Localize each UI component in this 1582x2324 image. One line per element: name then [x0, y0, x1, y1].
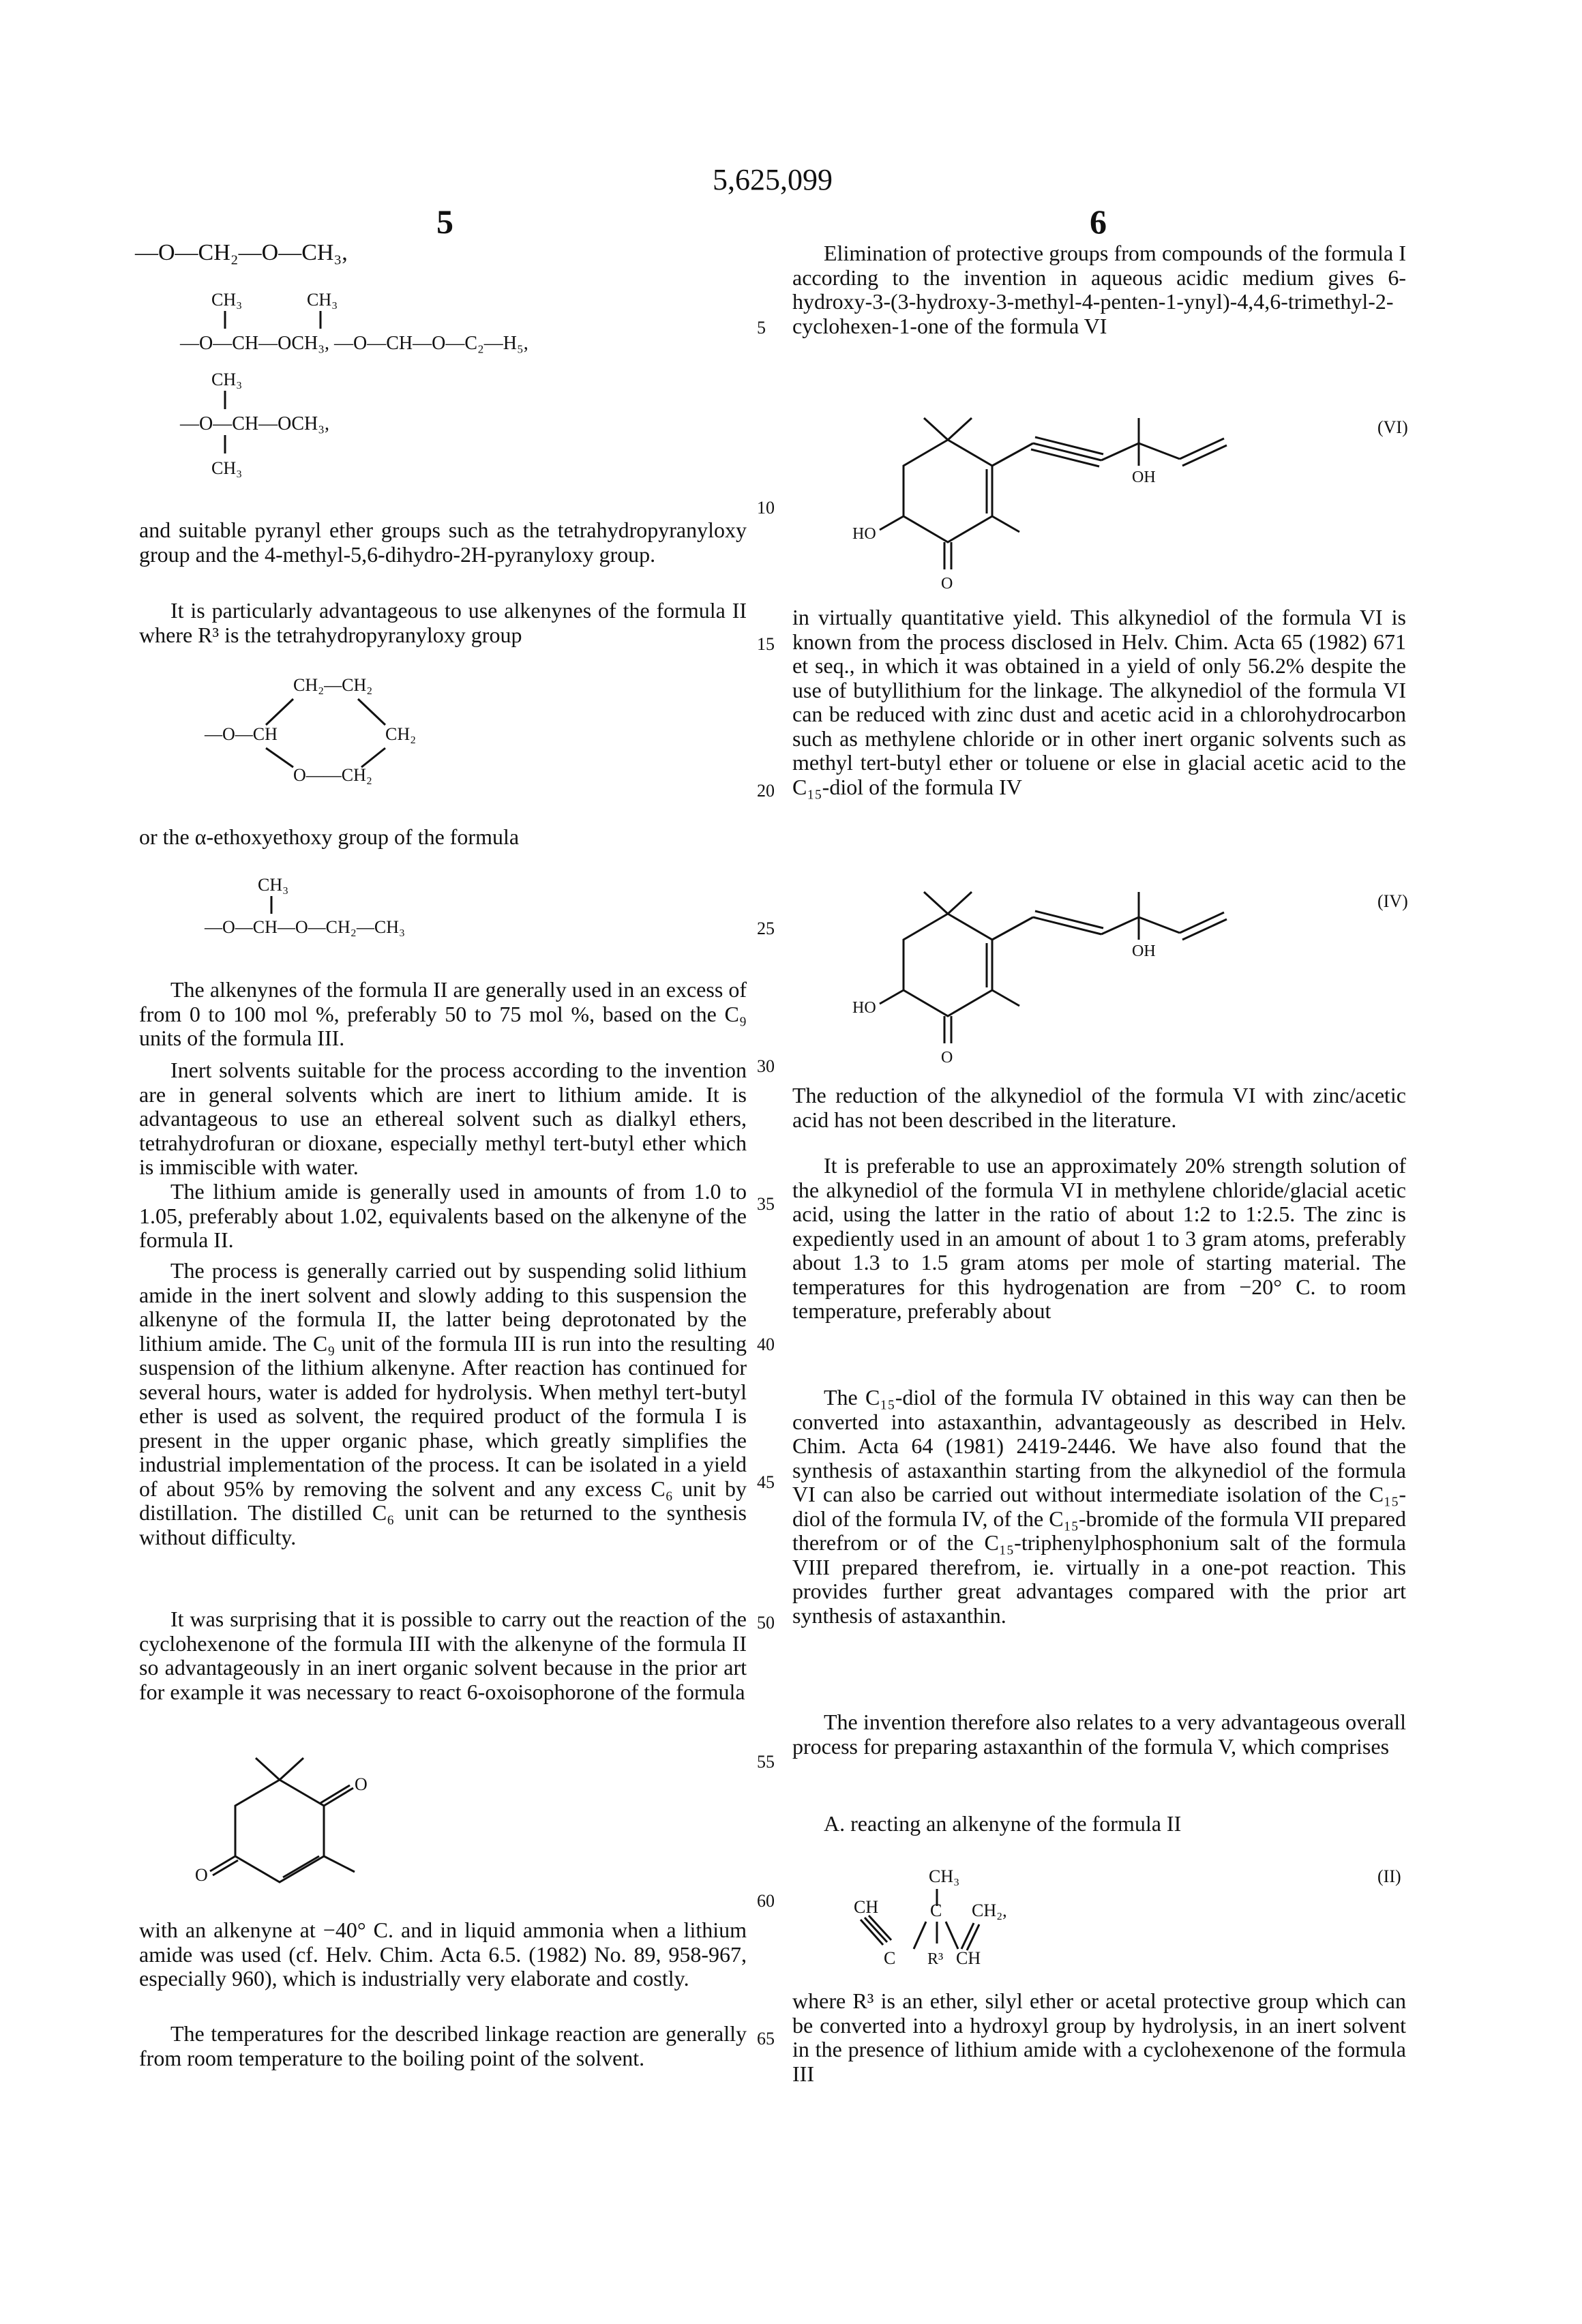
line-number: 10 — [757, 498, 775, 518]
ch3-label: CH₃ — [929, 1866, 959, 1886]
structure-6-oxoisophorone — [191, 1746, 395, 1903]
ch3-label: CH₃ — [307, 290, 338, 310]
formula-methoxymethoxy: —O—CH₂—O—CH₃, — [135, 240, 348, 266]
paragraph: where R³ is an ether, silyl ether or acetal protective group which can be converted into a hydroxyl group by hydrolysis, in an inert solvent in the presence of lithium amide with a cyclohexenone of the formula III — [792, 1989, 1406, 2086]
paragraph: It was surprising that it is possible to carry out the reaction of the cyclohexenone of the formula III with the alkenyne of the formula II so advantageously in an inert organic solvent because in the prior art for example it was necessary to react 6-oxoisophorone of the formula — [139, 1607, 747, 1704]
paragraph: The alkenynes of the formula II are generally used in an excess of from 0 to 100 mol %, preferably 50 to 75 mol %, based on the C₉ units of the formula III. — [139, 978, 747, 1051]
formula-label: (VI) — [1377, 417, 1408, 437]
paragraph: with an alkenyne at −40° C. and in liquid ammonia when a lithium amide was used (cf. Helv. Chim. Acta 6.5. (1982) No. 89, 958-967, especially 960), which is industrially very elaborate and costly. — [139, 1918, 747, 1991]
paragraph: The invention therefore also relates to a very advantageous overall process for preparing astaxanthin of the formula V, which comprises — [792, 1710, 1406, 1759]
formula-label: (II) — [1377, 1866, 1401, 1886]
ch3-label: CH₃ — [211, 290, 242, 310]
r3-label: R³ — [927, 1950, 943, 1968]
ch-label: CH — [854, 1897, 878, 1917]
paragraph: The C₁₅-diol of the formula IV obtained in this way can then be converted into astaxanthin, advantageously as described in Helv. Chim. Acta 64 (1981) 2419-2446. We have also found that the synthesis of astaxanthin starting from the alkynediol of the formula VI can also be carried out without intermediate isolation of the C₁₅-diol of the formula IV, of the C₁₅-bromide of the formula VII prepared therefrom or of the C₁₅-triphenylphosphonium salt of the formula VIII prepared therefrom, ie. virtually in a one-pot reaction. This provides further great advantages compared with the prior art synthesis of astaxanthin. — [792, 1386, 1406, 1628]
ch3-label: CH₃ — [211, 370, 242, 389]
structure-formula-vi — [846, 406, 1418, 597]
thp-top: CH₂—CH₂ — [293, 675, 372, 695]
paragraph: or the α-ethoxyethoxy group of the formula — [139, 825, 747, 850]
formula-tetrahydropyranyloxy — [191, 672, 532, 788]
hydroxyl-label: HO — [852, 525, 876, 543]
oxygen-label: O — [941, 575, 953, 593]
paragraph: A. reacting an alkenyne of the formula II — [792, 1812, 1406, 1836]
ch3-label: CH₃ — [258, 875, 288, 895]
c-label: C — [930, 1901, 942, 1920]
c-label: C — [884, 1948, 895, 1968]
paragraph: The reduction of the alkynediol of the formula VI with zinc/acetic acid has not been described in the literature. — [792, 1084, 1406, 1132]
line-number: 50 — [757, 1613, 775, 1633]
formula-ethoxyethoxy — [191, 873, 532, 941]
patent-number: 5,625,099 — [713, 162, 833, 197]
column-number-left: 5 — [436, 202, 453, 241]
paragraph: The process is generally carried out by suspending solid lithium amide in the inert solvent and slowly adding to this suspension the alkenyne of the formula II, the latter being deprotonated by the lithium amide. The C₉ unit of the formula III is run into the resulting suspension of the lithium alkenyne. After reaction has continued for several hours, water is added for hydrolysis. When methyl tert-butyl ether is used as solvent, the required product of the formula I is present in the upper organic phase, which greatly simplifies the industrial implementation of the process. It can be isolated in a yield of about 95% by removing the solvent and any excess C₆ unit by distillation. The distilled C₆ unit can be returned to the synthesis without difficulty. — [139, 1259, 747, 1549]
line-number: 30 — [757, 1056, 775, 1077]
thp-bottom: O——CH₂ — [293, 765, 372, 785]
paragraph: It is particularly advantageous to use alkenynes of the formula II where R³ is the tetrahydropyranyloxy group — [139, 599, 747, 647]
hydroxyl-label: OH — [1132, 942, 1156, 960]
line-number: 25 — [757, 919, 775, 939]
oxygen-label: O — [941, 1049, 953, 1067]
paragraph: Elimination of protective groups from compounds of the formula I according to the invention in aqueous acidic medium gives 6-hydroxy-3-(3-hydroxy-3-methyl-4-penten-1-ynyl)-4,4,6-trimethyl-2-cyclohexen-1-one of the formula VI — [792, 241, 1406, 338]
formula-acetal-groups — [136, 286, 750, 505]
formula-label: (IV) — [1377, 891, 1408, 911]
structure-formula-iv — [846, 880, 1418, 1071]
acetal-row: —O—CH—OCH₃, — [179, 413, 329, 434]
hydroxyl-label: HO — [852, 999, 876, 1017]
line-number: 40 — [757, 1335, 775, 1355]
paragraph: in virtually quantitative yield. This alkynediol of the formula VI is known from the process disclosed in Helv. Chim. Acta 65 (1982) 671 et seq., in which it was obtained in a yield of only 56.2% despite the use of butyllithium for the linkage. The alkynediol of the formula VI can be reduced with zinc dust and acetic acid in a chlorohydrocarbon such as methylene chloride or in other inert organic solvents such as methyl tert-butyl ether or toluene or else in glacial acetic acid to the C₁₅-diol of the formula IV — [792, 606, 1406, 799]
oxygen-label: O — [195, 1865, 208, 1885]
acetal-row: —O—CH—OCH₃, —O—CH—O—C₂—H₅, — [179, 333, 528, 354]
thp-right: CH₂ — [385, 724, 416, 744]
line-number: 20 — [757, 781, 775, 801]
paragraph: and suitable pyranyl ether groups such as the tetrahydropyranyloxy group and the 4-methyl-5,6-dihydro-2H-pyranyloxy group. — [139, 518, 747, 567]
ethoxyethoxy-row: —O—CH—O—CH₂—CH₃ — [204, 917, 405, 937]
line-number: 35 — [757, 1194, 775, 1215]
line-number: 15 — [757, 634, 775, 655]
ch-label: CH — [956, 1948, 981, 1968]
paragraph: Inert solvents suitable for the process according to the invention are in general solvents which are inert to lithium amide. It is advantageous to use an ethereal solvent such as dialkyl ethers, tetrahydrofuran or dioxane, especially methyl tert-butyl ether which is immiscible with water. — [139, 1058, 747, 1180]
line-number: 5 — [757, 318, 766, 338]
column-number-right: 6 — [1090, 202, 1107, 241]
line-number: 60 — [757, 1891, 775, 1911]
hydroxyl-label: OH — [1132, 468, 1156, 486]
ch3-label: CH₃ — [211, 458, 242, 478]
paragraph: The temperatures for the described linkage reaction are generally from room temperature to the boiling point of the solvent. — [139, 2022, 747, 2070]
line-number: 55 — [757, 1752, 775, 1772]
line-number: 45 — [757, 1472, 775, 1493]
ch2-label: CH₂, — [972, 1901, 1007, 1920]
structure-formula-ii — [818, 1862, 1418, 1984]
paragraph: The lithium amide is generally used in amounts of from 1.0 to 1.05, preferably about 1.02, equivalents based on the alkenyne of the formula II. — [139, 1180, 747, 1253]
paragraph: It is preferable to use an approximately 20% strength solution of the alkynediol of the formula VI in methylene chloride/glacial acetic acid, using the latter in the ratio of about 1:2 to 1:2.5. The zinc is expediently used in an amount of about 1 to 3 gram atoms, preferably about 1.3 to 1.5 gram atoms per mole of starting material. The temperatures for this hydrogenation are from −20° C. to room temperature, preferably about — [792, 1154, 1406, 1324]
line-number: 65 — [757, 2029, 775, 2049]
oxygen-label: O — [355, 1774, 368, 1794]
thp-left: —O—CH — [204, 724, 278, 744]
